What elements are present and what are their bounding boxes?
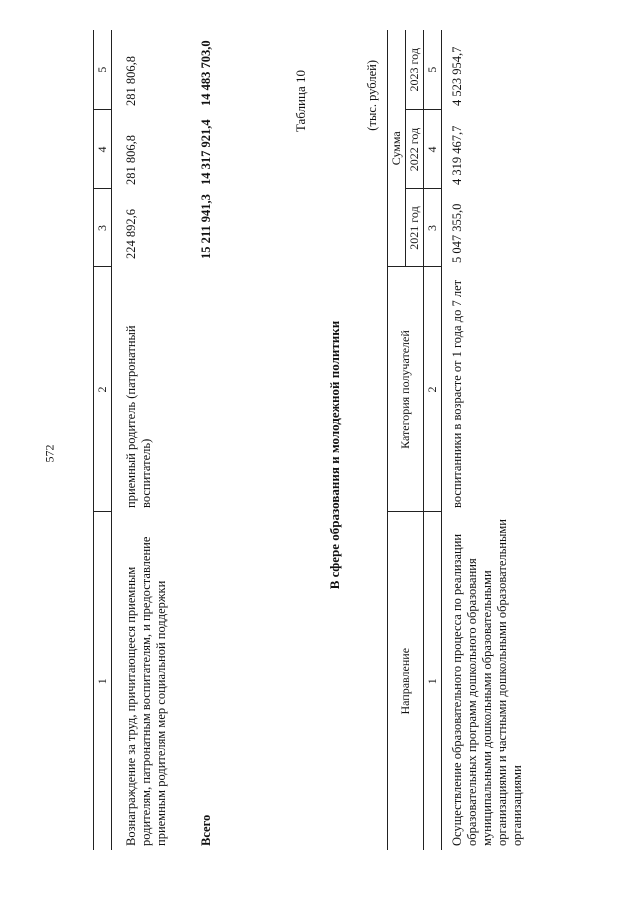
column-number-row [424, 30, 442, 850]
table-row [442, 30, 528, 850]
column-number: 5 [94, 30, 112, 110]
column-number: 4 [424, 110, 442, 189]
total-empty-cell [171, 267, 216, 512]
total-2023: 14 483 703,0 [199, 40, 213, 106]
total-label: Всего [199, 814, 213, 846]
column-number: 3 [94, 189, 112, 267]
value-2022: 4 319 467,7 [450, 125, 464, 185]
header-direction: Направление [388, 512, 424, 850]
header-2023: 2023 год [406, 30, 424, 110]
header-2021: 2021 год [406, 189, 424, 267]
column-number: 3 [424, 189, 442, 267]
category-cell: приемный родитель (патронатный воспитатель) [124, 325, 153, 508]
column-number: 2 [94, 267, 112, 512]
education-table [387, 30, 527, 850]
column-number-row [94, 30, 112, 850]
column-number: 4 [94, 110, 112, 189]
column-number: 1 [424, 512, 442, 850]
value-2022: 281 806,8 [124, 135, 138, 185]
units-label: (тыс. рублей) [365, 60, 379, 131]
direction-cell: Вознаграждение за труд, причитающееся приемным родителям, патронатным воспитателям, и предоставление приемным родителям мер социальной поддержки [124, 536, 168, 846]
header-sum: Сумма [388, 30, 406, 267]
header-category: Категория получателей [388, 267, 424, 512]
category-cell: воспитанники в возрасте от 1 года до 7 лет [450, 279, 464, 508]
page-number: 572 [42, 444, 57, 463]
total-2022: 14 317 921,4 [199, 119, 213, 185]
total-row [171, 30, 216, 850]
column-number: 2 [424, 267, 442, 512]
value-2021: 5 047 355,0 [450, 203, 464, 263]
column-number: 5 [424, 30, 442, 110]
table-row [112, 30, 172, 850]
total-2021: 15 211 941,3 [199, 194, 213, 259]
value-2023: 4 523 954,7 [450, 46, 464, 106]
column-number: 1 [94, 512, 112, 850]
table-continued [93, 30, 216, 850]
header-row [388, 30, 406, 850]
section-title: В сфере образования и молодежной политики [327, 320, 342, 590]
value-2023: 281 806,8 [124, 56, 138, 106]
header-2022: 2022 год [406, 110, 424, 189]
table-label: Таблица 10 [293, 70, 308, 133]
rotated-page-content [65, 30, 565, 880]
value-2021: 224 892,6 [124, 209, 138, 259]
direction-cell: Осуществление образовательного процесса по реализации образовательных программ дошкольного образования муниципальными дошкольными образовательными организациями и частными дошкольными образовательными организациями [450, 519, 524, 846]
